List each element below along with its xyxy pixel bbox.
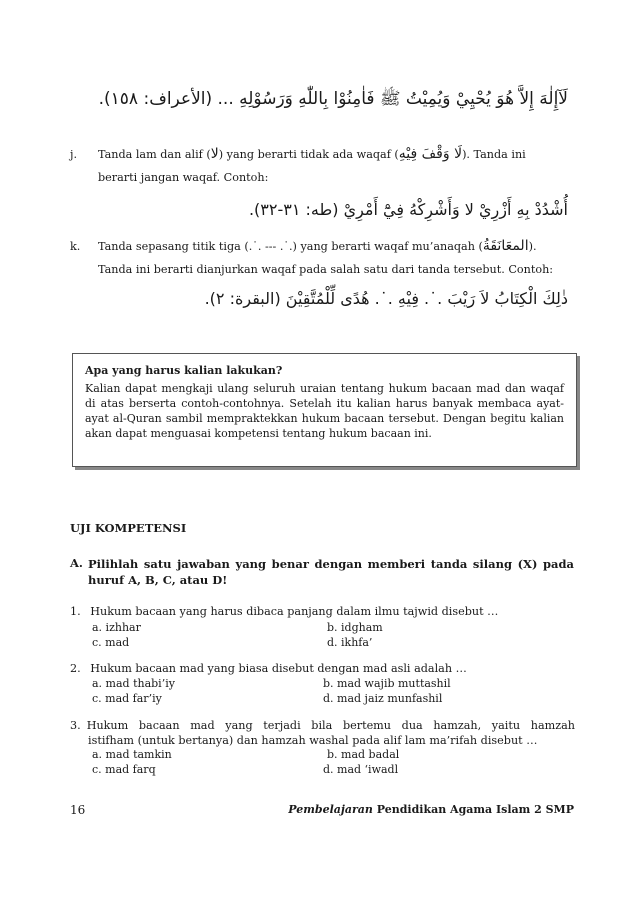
instruction-text [88, 556, 574, 588]
item-j-text-a: Tanda lam dan alif ( [98, 148, 211, 161]
question-number: 3. [70, 719, 81, 732]
verse-araf-158: لَآإِلٰهَ إِلاَّ هُوَ يُحْيِيْ وَيُمِيْتُ ﷺ فَاٰمِنُوْا بِاللّٰهِ وَرَسُوْلِهِ ... (الأعراف: ١٥٨). [98, 89, 568, 109]
option-c[interactable]: c. mad far’iy [92, 692, 162, 705]
option-c[interactable]: c. mad farq [92, 763, 156, 776]
question-text: Hukum bacaan yang harus dibaca panjang dalam ilmu tajwid disebut … [90, 605, 499, 618]
reflection-box [72, 353, 577, 467]
question-2 [70, 661, 575, 676]
option-c[interactable]: c. mad [92, 636, 130, 649]
la-waqfa-fihi-example: لَا وَقْفَ فِيْهِ [398, 146, 463, 162]
footer-title [288, 803, 574, 816]
item-k-line2: Tanda ini berarti dianjurkan waqaf pada salah satu dari tanda tersebut. Contoh: [98, 263, 554, 276]
option-a[interactable]: a. mad thabi’iy [92, 677, 175, 690]
reflection-box-title: Apa yang harus kalian lakukan? [85, 364, 283, 377]
item-j-marker: j. [70, 148, 78, 161]
muanaqah-example: المعَانَقَةُ [482, 238, 529, 254]
option-b[interactable]: b. mad badal [327, 748, 400, 761]
instruction-marker: A. [70, 556, 83, 570]
option-d[interactable]: d. mad jaiz munfashil [323, 692, 443, 705]
option-d[interactable]: d. ikhfa’ [327, 636, 373, 649]
verse-baqarah-2: ذٰلِكَ الْكِتَابُ لاَ رَيْبَ .˙. فِيْهِ .˙. هُدًى لِّلْمُتَّقِيْنَ (البقرة: ٢). [204, 289, 568, 308]
question-1 [70, 604, 575, 619]
item-j-line2: berarti jangan waqaf. Contoh: [98, 171, 269, 184]
footer-title-rest: Pendidikan Agama Islam 2 SMP [376, 803, 574, 816]
item-k-marker: k. [70, 240, 81, 253]
question-text-line2: istifham (untuk bertanya) dan hamzah washal pada alif lam ma’rifah disebut … [88, 734, 538, 747]
instruction-line2: huruf A, B, C, atau D! [88, 573, 228, 587]
option-b[interactable]: b. mad wajib muttashil [323, 677, 451, 690]
item-j-text [98, 143, 574, 189]
item-j-text-c: ). Tanda ini [462, 148, 526, 161]
section-title: UJI KOMPETENSI [70, 521, 187, 535]
option-b[interactable]: b. idgham [327, 621, 383, 634]
option-a[interactable]: a. mad tamkin [92, 748, 172, 761]
footer-title-italic: Pembelajaran [288, 803, 373, 816]
lam-alif-symbol: لا [210, 146, 219, 162]
item-k-text-a: Tanda sepasang titik tiga (.˙. --- .˙.) yang berarti waqaf mu’anaqah ( [98, 240, 483, 253]
verse-thaha-31-32: أُشْدُدْ بِهِ أَزْرِيْ لا وَأَشْرِكْهُ فِيْٓ أَمْرِيْ (طه: ٣١-٣٢). [248, 200, 568, 219]
question-text: Hukum bacaan mad yang biasa disebut dengan mad asli adalah … [90, 662, 467, 675]
option-d[interactable]: d. mad ‘iwadl [323, 763, 399, 776]
option-a[interactable]: a. izhhar [92, 621, 141, 634]
item-k-text-b: ). [528, 240, 537, 253]
reflection-box-text: Kalian dapat mengkaji ulang seluruh uraian tentang hukum bacaan mad dan waqaf di atas berserta contoh-contohnya. Setelah itu kalian harus banyak membaca ayat-ayat al-Quran sambil mempraktekkan hukum bacaan tersebut. Dengan begitu kalian akan dapat menguasai kompetensi tentang hukum bacaan ini. [85, 382, 564, 440]
item-k-text [98, 235, 574, 281]
question-number: 1. [70, 605, 81, 618]
question-3 [70, 718, 575, 748]
item-j-text-b: ) yang berarti tidak ada waqaf ( [218, 148, 399, 161]
page-number: 16 [70, 803, 86, 817]
question-number: 2. [70, 662, 81, 675]
instruction-line1: Pilihlah satu jawaban yang benar dengan memberi tanda silang (X) pada [88, 557, 574, 571]
question-text-line1: Hukum bacaan mad yang terjadi bila bertemu dua hamzah, yaitu hamzah [86, 719, 575, 732]
